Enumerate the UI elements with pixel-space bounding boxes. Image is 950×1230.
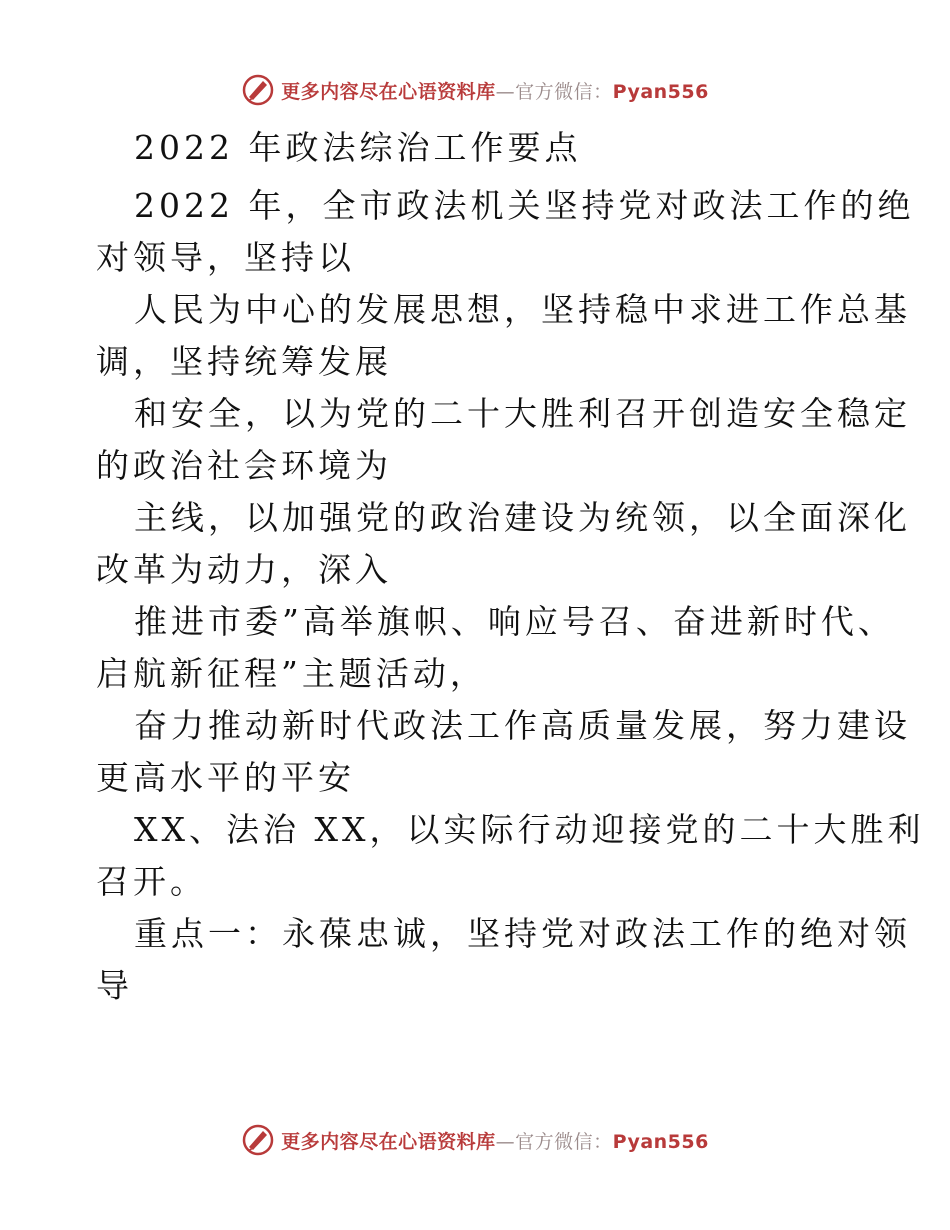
body-line: 导 xyxy=(96,966,133,1005)
banner-main: 更多内容尽在心语资料库 xyxy=(281,1130,496,1153)
body-line: 奋力推动新时代政法工作高质量发展，努力建设 xyxy=(134,706,911,745)
document-body xyxy=(96,122,925,1012)
body-line: 重点一：永葆忠诚，坚持党对政法工作的绝对领 xyxy=(134,914,911,953)
body-line: 推进市委”高举旗帜、响应号召、奋进新时代、 xyxy=(134,602,895,641)
banner-text xyxy=(281,77,709,104)
document-title: 2022 年政法综治工作要点 xyxy=(134,128,582,167)
banner-main: 更多内容尽在心语资料库 xyxy=(281,80,496,103)
banner-dash: — xyxy=(495,1130,516,1153)
body-line: 更高水平的平安 xyxy=(96,758,355,797)
banner-wechat: 官方微信： xyxy=(515,1130,613,1153)
header-banner xyxy=(0,70,950,110)
banner-id: Pyan556 xyxy=(612,80,709,103)
body-line: 的政治社会环境为 xyxy=(96,446,392,485)
body-line: 启航新征程”主题活动， xyxy=(96,654,487,693)
body-line: 2022 年，全市政法机关坚持党对政法工作的绝 xyxy=(134,186,915,225)
brand-logo-icon xyxy=(241,73,275,107)
body-line: 主线，以加强党的政治建设为统领，以全面深化 xyxy=(134,498,911,537)
banner-dash: — xyxy=(495,80,516,103)
body-line: 和安全，以为党的二十大胜利召开创造安全稳定 xyxy=(134,394,911,433)
body-line: 召开。 xyxy=(96,862,207,901)
body-line: 调，坚持统筹发展 xyxy=(96,342,392,381)
body-line: 人民为中心的发展思想，坚持稳中求进工作总基 xyxy=(134,290,911,329)
body-line: 改革为动力，深入 xyxy=(96,550,392,589)
body-line: 对领导，坚持以 xyxy=(96,238,355,277)
body-line: XX、法治 XX，以实际行动迎接党的二十大胜利 xyxy=(134,810,925,849)
brand-logo-icon xyxy=(241,1123,275,1157)
footer-banner xyxy=(0,1120,950,1160)
banner-id: Pyan556 xyxy=(612,1130,709,1153)
banner-wechat: 官方微信： xyxy=(515,80,613,103)
banner-text xyxy=(281,1127,709,1154)
